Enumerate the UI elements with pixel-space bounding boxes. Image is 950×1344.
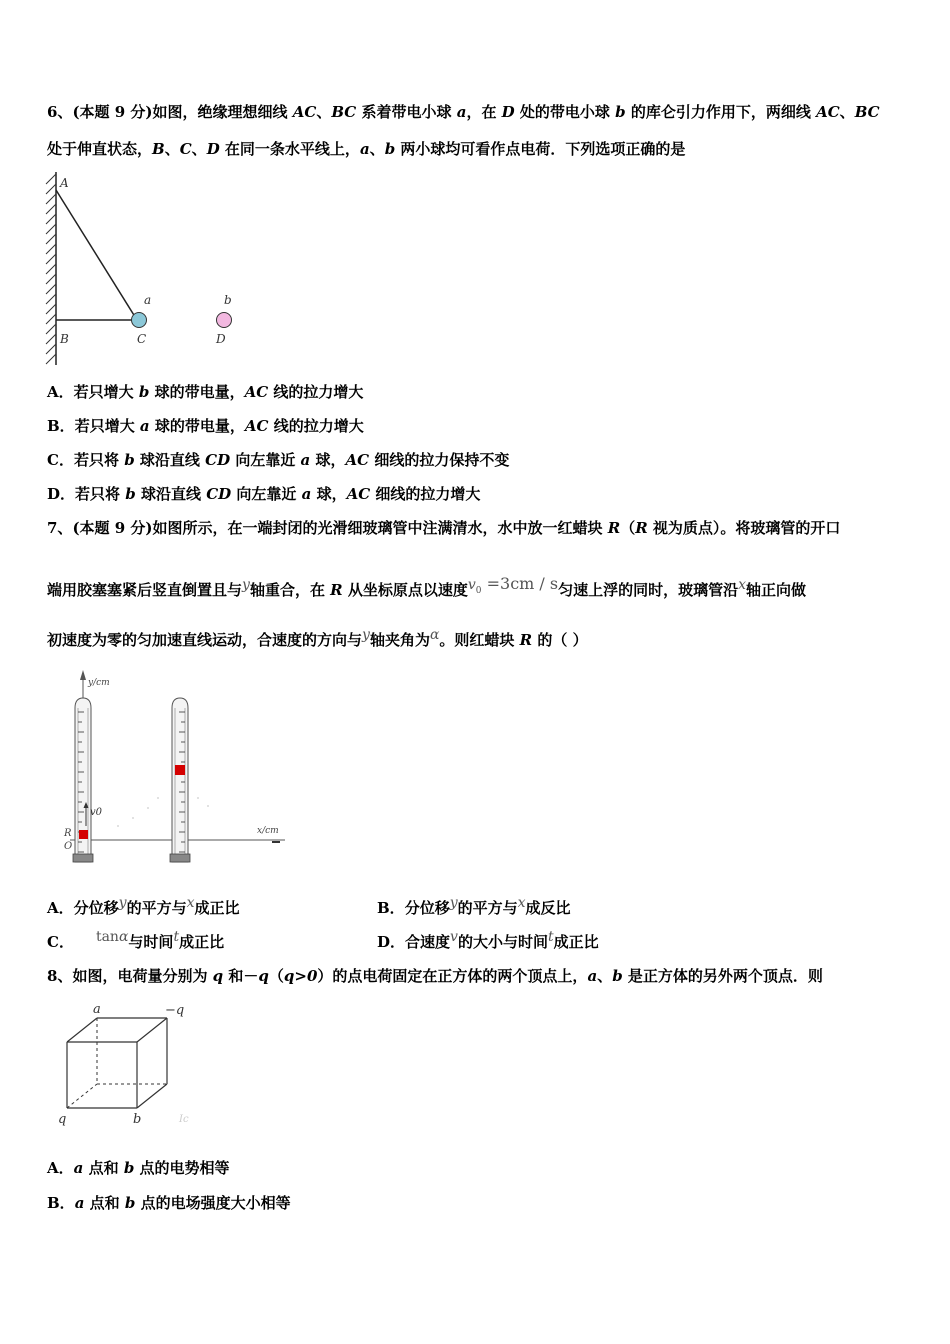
q7-line-1: 7、(本题 9 分)如图所示，在一端封闭的光滑细玻璃管中注满清水，水中放一红蜡块 R（R 视为质点）。将玻璃管的开口	[47, 519, 841, 537]
ball-a	[132, 313, 147, 328]
q7-number: 7、	[47, 519, 73, 537]
label-D: D	[216, 332, 226, 346]
q6-figure	[40, 170, 240, 370]
q7-line-2: 端用胶塞塞紧后竖直倒置且与y轴重合，在 R 从坐标原点以速度v0 =3cm / s匀速上浮的同时，玻璃管沿x轴正向做	[47, 574, 807, 599]
label-b: b	[224, 293, 232, 307]
q8-option-b[interactable]: B．a 点和 b 点的电场强度大小相等	[47, 1194, 291, 1212]
q6-line-1: 6、(本题 9 分)如图，绝缘理想细线 AC、BC 系着带电小球 a，在 D 处的带电小球 b 的库仑引力作用下，两细线 AC、BC	[47, 103, 880, 121]
x-axis-label: x/cm	[257, 826, 279, 836]
label-q: q	[58, 1112, 67, 1127]
label-B: B	[60, 332, 69, 346]
q7-option-d[interactable]: D．合速度v的大小与时间t成正比	[377, 929, 599, 951]
tube-right	[170, 698, 190, 862]
q8-option-a[interactable]: A．a 点和 b 点的电势相等	[47, 1159, 230, 1177]
label-A: A	[60, 176, 69, 190]
label-a: a	[144, 293, 152, 307]
q7-score: (本题 9 分)	[72, 519, 153, 537]
q6-option-d[interactable]: D．若只将 b 球沿直线 CD 向左靠近 a 球，AC 细线的拉力增大	[47, 485, 481, 503]
q7-figure	[58, 668, 298, 873]
v0-label: v0	[90, 807, 103, 818]
svg-text:Ic: Ic	[179, 1114, 189, 1125]
q8-line-1: 8、如图，电荷量分别为 q 和－q（q>0）的点电荷固定在正方体的两个顶点上，a、b 是正方体的另外两个顶点．则	[47, 967, 823, 985]
cube-edges	[67, 1018, 167, 1108]
R-label: R	[64, 828, 72, 839]
wall-hatch	[46, 174, 56, 364]
O-label: O	[64, 841, 73, 852]
q6-line-2: 处于伸直状态，B、C、D 在同一条水平线上，a、b 两小球均可看作点电荷．下列选项正确的是	[47, 140, 686, 158]
q7-option-b[interactable]: B．分位移y的平方与x成反比	[377, 895, 571, 917]
ball-b	[217, 313, 232, 328]
q6-option-b[interactable]: B．若只增大 a 球的带电量，AC 线的拉力增大	[47, 417, 364, 435]
label-a: a	[93, 1002, 101, 1017]
q6-number: 6、	[47, 103, 73, 121]
q7-line-3: 初速度为零的匀加速直线运动，合速度的方向与y轴夹角为α。则红蜡块 R 的（ ）	[47, 627, 588, 649]
string-AC	[56, 190, 137, 320]
q6-option-a[interactable]: A．若只增大 b 球的带电量，AC 线的拉力增大	[47, 383, 364, 401]
cube-hidden-edges	[67, 1018, 167, 1108]
q6-option-c[interactable]: C．若只将 b 球沿直线 CD 向左靠近 a 球，AC 细线的拉力保持不变	[47, 451, 510, 469]
wax-block-initial	[79, 830, 88, 839]
q7-option-a[interactable]: A．分位移y的平方与x成正比	[47, 895, 240, 917]
q8-cube-figure	[55, 1000, 195, 1130]
q6-score: (本题 9 分)	[72, 103, 153, 121]
y-axis-label: y/cm	[88, 678, 110, 688]
label-b: b	[133, 1112, 142, 1127]
label-C: C	[137, 332, 147, 346]
y-axis-arrow	[80, 670, 86, 680]
q8-number: 8、	[47, 967, 73, 985]
label-neg-q: −q	[165, 1003, 185, 1018]
trajectory-dots	[117, 797, 209, 827]
q7-option-c[interactable]: C． tanα与时间t成正比	[47, 929, 225, 951]
wax-block-later	[175, 765, 185, 775]
